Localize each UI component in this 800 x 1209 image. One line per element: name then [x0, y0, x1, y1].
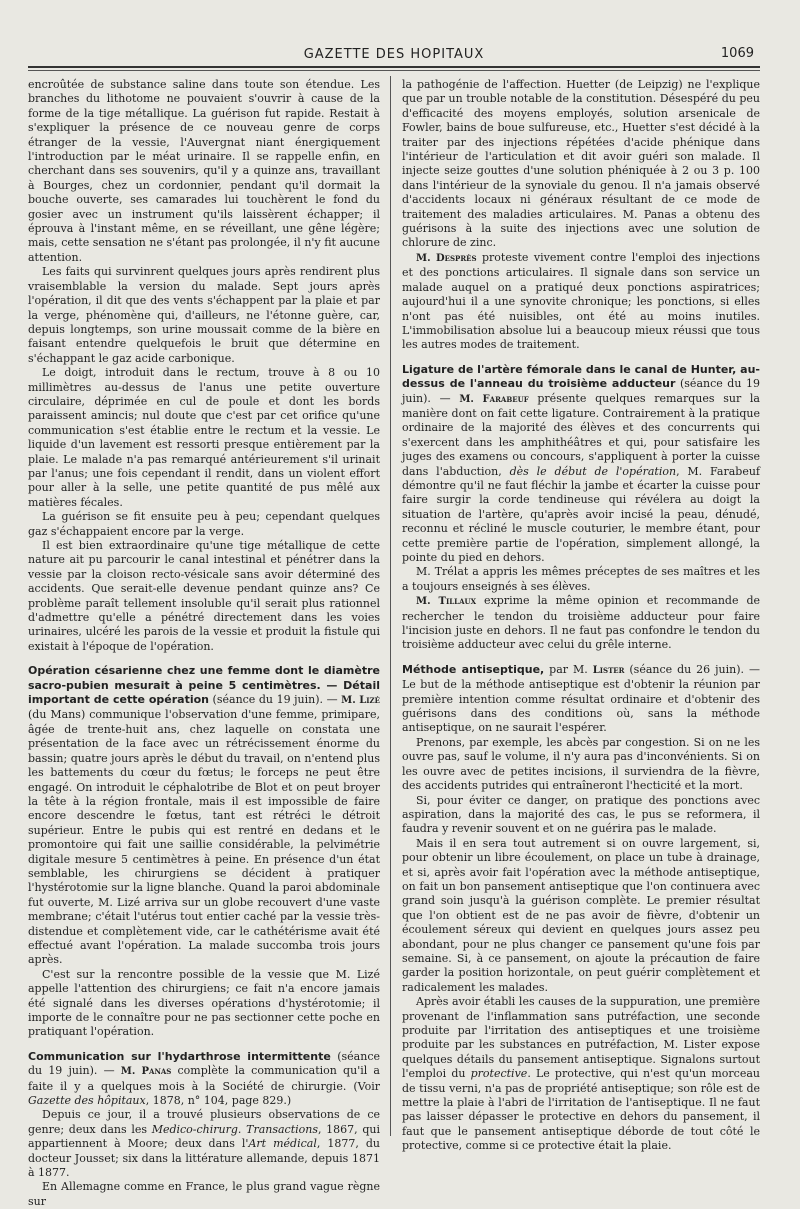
- paragraph: La guérison se fit ensuite peu à peu; cependant quelques gaz s'échappaient encore par la verge.: [28, 510, 380, 538]
- paragraph: Il est bien extraordinaire qu'une tige métallique de cette nature ait pu parcourir le canal intestinal et pénétrer dans la vessie par la cloison recto-vésicale sans avoir déterminé des accidents. Que serait-elle devenue pendant quinze ans? Ce problème paraît tellement insoluble qu'il serait plus rationnel d'admettre qu'elle a pénétré directement dans les voies urinaires, ulcéré les parois de la vessie et produit la fistule qui existait à l'époque de l'opération.: [28, 539, 380, 653]
- paragraph: Les faits qui survinrent quelques jours après rendirent plus vraisemblable la version du malade. Sept jours après l'opération, il dit que des vents s'échappent par la plaie et par la verge, phénomène qui, d'ailleurs, ne l'étonne guère, car, depuis longtemps, son urine moussait comme de la bière en faisant entendre quelquefois le bruit que détermine en s'échappant le gaz acide carbonique.: [28, 265, 380, 365]
- author-name: M. Tillaux: [416, 596, 477, 608]
- section-heading: Méthode antiseptique,: [402, 662, 545, 676]
- author-name: M. Desprès: [416, 252, 477, 264]
- paragraph: M. Trélat a appris les mêmes préceptes de ses maîtres et les a toujours enseignés à ses élèves.: [402, 565, 760, 593]
- section-heading: Ligature de l'artère fémorale dans le canal de Hunter, au-dessus de l'anneau du troisième adducteur: [402, 362, 760, 391]
- citation: Gazette des hôpitaux: [28, 1094, 146, 1108]
- header-rule-thick: [28, 66, 760, 68]
- section-antiseptique: Méthode antiseptique, par M. Lister (séance du 26 juin). — Le but de la méthode antiseptique est d'obtenir la réunion par première intention comme résultat ordinaire et d'obtenir des guérisons dans des conditions où, sans la méthode antiseptique, on ne saurait l'espérer.: [402, 662, 760, 735]
- column-divider: [390, 76, 391, 1136]
- paragraph: Depuis ce jour, il a trouvé plusieurs observations de ce genre; deux dans les Medico-chirurg. Transactions, 1867, qui appartiennent à Moore; deux dans l'Art médical, 1877, du docteur Jousset; six dans la littérature allemande, depuis 1871 à 1877.: [28, 1108, 381, 1180]
- paragraph: Prenons, par exemple, les abcès par congestion. Si on ne les ouvre pas, sauf le volume, il n'y aura pas d'inconvénients. Si on les ouvre avec de petites incisions, il surviendra de la fièvre, des accidents putrides qui entraîneront l'hecticité et la mort.: [402, 735, 760, 793]
- citation: Art médical: [248, 1137, 317, 1151]
- paragraph: C'est sur la rencontre possible de la vessie que M. Lizé appelle l'attention des chirurgiens; ce fait n'a encore jamais été signalé dans les diverses opérations d'hystérotomie; il importe de le connaître pour ne pas sectionner cette poche en pratiquant l'opération.: [28, 967, 380, 1039]
- paragraph: Si, pour éviter ce danger, on pratique des ponctions avec aspiration, dans la majorité des cas, le pus se reformera, il faudra y revenir souvent et on ne guérira pas le malade.: [402, 793, 760, 836]
- right-column: [402, 78, 761, 1153]
- running-header: [28, 40, 760, 62]
- paragraph: En Allemagne comme en France, le plus grand vague règne sur: [28, 1180, 380, 1208]
- author-name: M. Panas: [120, 1066, 172, 1078]
- header-rule-thin: [28, 70, 760, 71]
- left-column: [28, 78, 381, 1208]
- journal-title: GAZETTE DES HOPITAUX: [303, 47, 485, 62]
- page-number: 1069: [720, 46, 754, 61]
- paragraph: M. Tillaux exprime la même opinion et recommande de rechercher le tendon du troisième adducteur pour faire l'incision juste en dehors. Il ne faut pas confondre le tendon du troisième adducteur avec celui du grêle interne.: [402, 594, 761, 652]
- author-name: M. Farabeuf: [459, 393, 529, 405]
- citation: Medico-chirurg. Transactions: [151, 1122, 318, 1136]
- paragraph: Le doigt, introduit dans le rectum, trouve à 8 ou 10 millimètres au-dessus de l'anus une petite ouverture circulaire, déprimée en cul de poule et dont les bords paraissent amincis; nul doute que c'est par cet orifice qu'une communication s'est établie entre le rectum et la vessie. Le liquide d'un lavement est ressorti presque entièrement par la plaie. Le malade n'a pas remarqué antérieurement s'il urinait par l'anus; une fois cependant il rendit, dans un violent effort pour aller à la selle, une petite quantité de pus mêlé aux matières fécales.: [28, 366, 380, 509]
- section-heading: Opération césarienne chez une femme dont le diamètre sacro-pubien mesurait à peine 5 centimètres. — Détail important de cette opération: [28, 664, 380, 707]
- paragraph: M. Desprès proteste vivement contre l'emploi des injections et des ponctions articulaires. Il signale dans son service un malade auquel on a pratiqué deux ponctions aspiratrices; aujourd'hui il a une synovite chronique; les ponctions, si elles n'ont pas été nuisibles, ont été au moins inutiles. L'immobilisation absolue lui a beaucoup mieux réussi que tous les autres modes de traitement.: [402, 250, 760, 352]
- section-ligature: Ligature de l'artère fémorale dans le canal de Hunter, au-dessus de l'anneau du troisième adducteur (séance du 19 juin). — M. Farabeuf présente quelques remarques sur la manière dont on fait cette ligature. Contrairement à la pratique ordinaire de la majorité des élèves et des concurrents qui s'exercent dans les amphithéâtres et qui, pour satisfaire les juges des examens ou concours, s'appliquent à porter la cuisse dans l'abduction, dès le début de l'opération, M. Farabeuf démontre qu'il ne faut fléchir la jambe et écarter la cuisse pour faire surgir la corde tendineuse qui révélera au doigt la situation de l'artère, qu'après avoir incisé la peau, dénudé, reconnu et récliné le muscle couturier, le membre étant, pour cette première partie de l'opération, simplement allongé, la pointe du pied en dehors.: [402, 362, 760, 564]
- paragraph: Mais il en sera tout autrement si on ouvre largement, si, pour obtenir un libre écoulement, on place un tube à drainage, et si, après avoir fait l'opération avec la méthode antiseptique, on fait un bon pansement antiseptique que l'on continuera avec grand soin jusqu'à la guérison complète. Le premier résultat que l'on obtient est de ne pas avoir de fièvre, d'obtenir un écoulement séreux qui devient en quelques jours assez peu abondant, pour ne plus changer ce pansement qu'une fois par semaine. Si, à ce pansement, on ajoute la précaution de faire garder la position horizontale, on peut guérir complètement et radicalement les malades.: [402, 836, 760, 994]
- section-cesarienne: Opération césarienne chez une femme dont le diamètre sacro-pubien mesurait à peine 5 centimètres. — Détail important de cette opération (séance du 19 juin). — M. Lizé (du Mans) communique l'observation d'une femme, primipare, âgée de trente-huit ans, chez laquelle on constata une présentation de la face avec un rétrécissement énorme du bassin; quatre jours après le début du travail, on n'entend plus les battements du cœur du fœtus; le forceps ne peut être engagé. On introduit le céphalotribe de Blot et on peut broyer la tête à la région frontale, mais il est impossible de faire encore descendre le fœtus, tant est rétréci le détroit supérieur. Entre le pubis qui est rentré en dedans et le promontoire qui fait une saillie considérable, la pelvimétrie digitale mesure 5 centimètres à peine. En présence d'un état semblable, les chirurgiens se décident à pratiquer l'hystérotomie sur la ligne blanche. Quand la paroi abdominale fut ouverte, M. Lizé arriva sur un globe recouvert d'une vaste membrane; c'était l'utérus tout entier caché par la vessie très-distendue et complètement vide, car le cathétérisme avait été effectué avant l'opération. La malade succomba trois jours après.: [28, 664, 381, 967]
- section-hydarthrose: Communication sur l'hydarthrose intermittente (séance du 19 juin). — M. Panas complète la communication qu'il a faite il y a quelques mois à la Société de chirurgie. (Voir Gazette des hôpitaux, 1878, n° 104, page 829.): [28, 1049, 380, 1108]
- author-name: M. Lizé: [341, 695, 381, 707]
- paragraph: encroûtée de substance saline dans toute son étendue. Les branches du lithotome ne pouvaient s'ouvrir à cause de la forme de la tige métallique. La guérison fut rapide. Restait à s'expliquer la présence de ce nouveau genre de corps étranger de la vessie, l'Auvergnat niant énergiquement l'introduction par le méat urinaire. Il se rappelle enfin, en cherchant dans ses souvenirs, qu'il y a quinze ans, travaillant à Bourges, chez un cordonnier, pendant qu'il dormait la bouche ouverte, ses camarades lui touchèrent le fond du gosier avec un instrument qu'ils laissèrent échapper; il éprouva à l'instant même, en se réveillant, une gêne légère; mais, cette sensation ne s'étant pas prolongée, il n'y fit aucune attention.: [28, 78, 380, 264]
- paragraph: Après avoir établi les causes de la suppuration, une première provenant de l'inflammation sans putréfaction, une seconde produite par l'irritation des antiseptiques et une troisième produite par les substances en putréfaction, M. Lister expose quelques détails du pansement antiseptique. Signalons surtout l'emploi du protective. Le protective, qui n'est qu'un morceau de tissu verni, n'a pas de propriété antiseptique; son rôle est de mettre la plaie à l'abri de l'irritation de l'antiseptique. Il ne faut pas laisser dépasser le protective en dehors du pansement, il faut que le pansement antiseptique déborde de tout côté le protective, comme si ce protective était la plaie.: [402, 995, 760, 1153]
- author-name: Lister: [592, 664, 625, 676]
- section-heading: Communication sur l'hydarthrose intermittente: [28, 1049, 331, 1063]
- paragraph: la pathogénie de l'affection. Huetter (de Leipzig) ne l'explique que par un trouble notable de la constitution. Désespéré du peu d'efficacité des moyens employés, solution arsenicale de Fowler, bains de boue sulfureuse, etc., Huetter s'est décidé à la traiter par des injections répétées d'acide phénique dans l'intérieur de l'articulation et dit avoir guéri son malade. Il injecte seize gouttes d'une solution phéniquée à 2 ou 3 p. 100 dans l'intérieur de la synoviale du genou. Il n'a jamais observé d'accidents locaux ni généraux résultant de ce mode de traitement des maladies articulaires. M. Panas a obtenu des guérisons à la suite des injections avec une solution de chlorure de zinc.: [402, 78, 760, 250]
